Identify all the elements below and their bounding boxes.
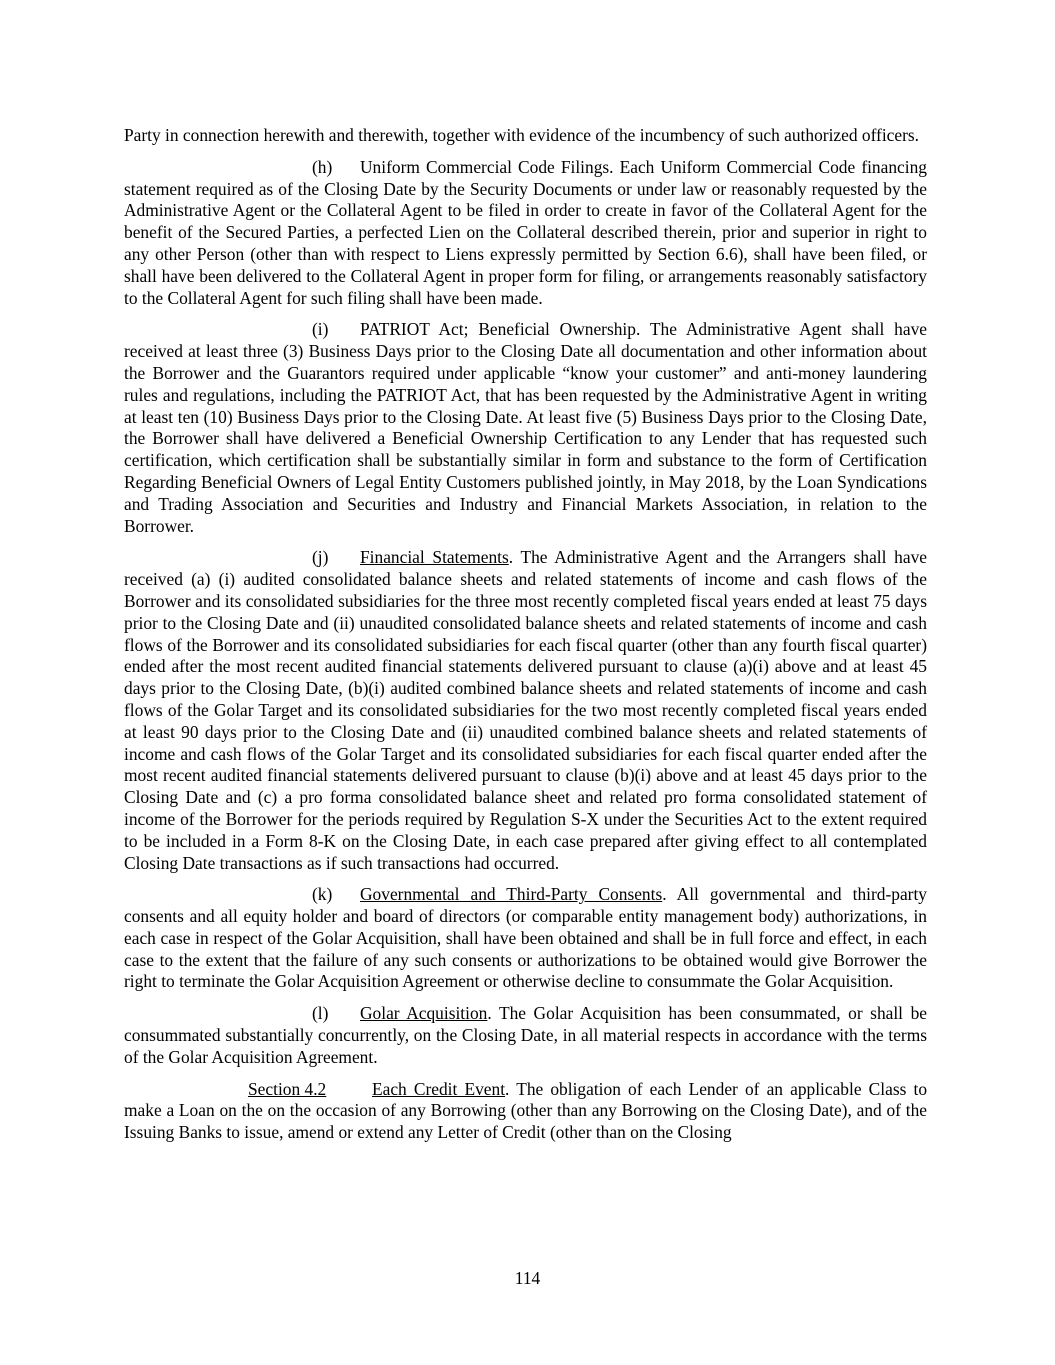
paragraph-text: . The Administrative Agent shall have received at least three (3) Business Days prior to the Closing Date all documentation and other information about the Borrower and the Guarantors required under applicable “know your customer” and anti-money laundering rules and regulations, including the PATRIOT Act, that has been requested by the Administrative Agent in writing at least ten (10) Business Days prior to the Closing Date. At least five (5) Business Days prior to the Closing Date, the Borrower shall have delivered a Beneficial Ownership Certification to any Lender that has requested such certification, which certification shall be substantially similar in form and substance to the form of Certification Regarding Beneficial Owners of Legal Entity Customers published jointly, in May 2018, by the Loan Syndications and Trading Association and Securities and Industry and Financial Markets Association, in relation to the Borrower.: [124, 319, 927, 536]
paragraph-text: . All governmental and third-party consents and all equity holder and board of directors (or comparable entity management body) authorizations, in each case in respect of the Golar Acquisition, shall have been obtained and shall be in full force and effect, in each case to the extent that the failure of any such consents or authorizations to be obtained would give Borrower the right to terminate the Golar Acquisition Agreement or otherwise decline to consummate the Golar Acquisition.: [124, 884, 927, 992]
paragraph-j: [124, 547, 927, 874]
paragraph-continuation: [124, 125, 927, 147]
section-number: Section 4.2: [248, 1078, 327, 1099]
clause-heading: Governmental and Third-Party Consents: [360, 884, 663, 905]
paragraph-text: . Each Uniform Commercial Code financing statement required as of the Closing Date by the Security Documents or under law or reasonably requested by the Administrative Agent or the Collateral Agent to be filed in order to create in favor of the Collateral Agent for the benefit of the Secured Parties, a perfected Lien on the Collateral described therein, prior and superior in right to any other Person (other than with respect to Liens expressly permitted by Section 6.6), shall have been filed, or shall have been delivered to the Collateral Agent in proper form for filing, or arrangements reasonably satisfactory to the Collateral Agent for such filing shall have been made.: [124, 156, 927, 308]
clause-heading: Uniform Commercial Code Filings: [360, 156, 610, 177]
clause-number: (i): [312, 319, 329, 340]
paragraph-text: . The obligation of each Lender of an applicable Class to make a Loan on the on the occasion of any Borrowing (other than any Borrowing on the Closing Date), and of the Issuing Banks to issue, amend or extend any Letter of Credit (other than on the Closing: [124, 1078, 928, 1143]
paragraph-text: Party in connection herewith and therewith, together with evidence of the incumbency of such authorized officers.: [124, 125, 920, 145]
paragraph-text: . The Administrative Agent and the Arrangers shall have received (a) (i) audited consolidated balance sheets and related statements of income and cash flows of the Borrower and its consolidated subsidiaries for the three most recently completed fiscal years ended at least 75 days prior to the Closing Date and (ii) unaudited consolidated balance sheets and related statements of income and cash flows of the Borrower and its consolidated subsidiaries for each fiscal quarter (other than any fourth fiscal quarter) ended after the most recent audited financial statements delivered pursuant to clause (a)(i) above and at least 45 days prior to the Closing Date, (b)(i) audited combined balance sheets and related statements of income and cash flows of the Golar Target and its consolidated subsidiaries for the two most recently completed fiscal years ended at least 90 days prior to the Closing Date and (ii) unaudited combined balance sheets and related statements of income and cash flows of the Golar Target and its consolidated subsidiaries for each fiscal quarter ended after the most recent audited financial statements delivered pursuant to clause (b)(i) above and at least 45 days prior to the Closing Date and (c) a pro forma consolidated balance sheet and related pro forma consolidated statement of income of the Borrower for the periods required by Regulation S-X under the Securities Act to the extent required to be included in a Form 8-K on the Closing Date, in each case prepared after giving effect to all contemplated Closing Date transactions as if such transactions had occurred.: [124, 547, 928, 873]
paragraph-l: [124, 1003, 927, 1068]
document-body: [124, 125, 927, 1154]
section-heading: Each Credit Event: [372, 1078, 506, 1099]
paragraph-k: [124, 884, 927, 993]
clause-heading: Financial Statements: [360, 547, 509, 568]
clause-number: (l): [312, 1003, 329, 1024]
paragraph-h: [124, 157, 927, 310]
section-4-2: [124, 1079, 927, 1144]
paragraph-text: . The Golar Acquisition has been consummated, or shall be consummated substantially concurrently, on the Closing Date, in all material respects in accordance with the terms of the Golar Acquisition Agreement.: [124, 1003, 927, 1067]
clause-number: (h): [312, 156, 333, 177]
clause-number: (k): [312, 884, 333, 905]
clause-heading: PATRIOT Act; Beneficial Ownership: [360, 319, 636, 340]
page-number: 114: [514, 1268, 541, 1288]
clause-heading: Golar Acquisition: [360, 1003, 488, 1024]
paragraph-i: [124, 319, 927, 537]
clause-number: (j): [312, 547, 329, 568]
